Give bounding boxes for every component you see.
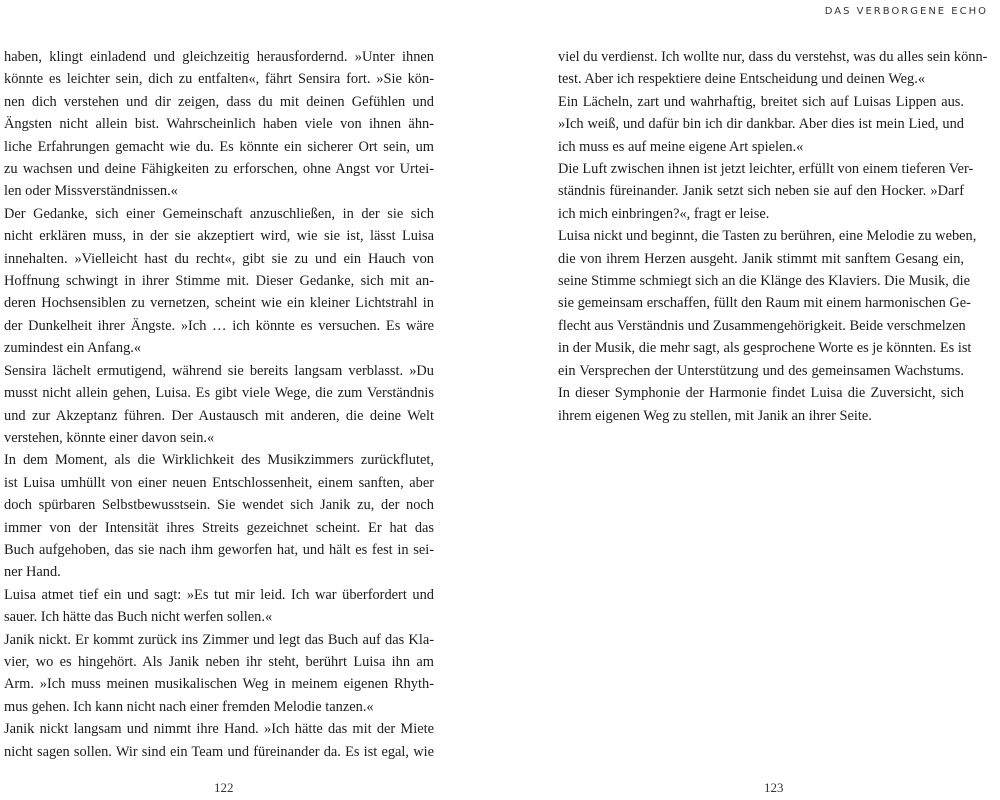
page-number-right: 123 [764, 780, 784, 795]
text-line: Luisa nickt und beginnt, die Tasten zu berühren, eine Melodie zu weben, [558, 228, 977, 245]
text-line: ich mich einbringen?«, fragt er leise. [558, 205, 770, 222]
text-line: ist Luisa umhüllt von einer neuen Entschlossenheit, einem sanften, aber [4, 474, 434, 491]
text-line: Die Luft zwischen ihnen ist jetzt leichter, erfüllt von einem tieferen Ver- [558, 161, 974, 178]
text-line: sie gemeinsam erschaffen, füllt den Raum mit einem harmonischen Ge- [558, 295, 971, 312]
text-line: und zur Akzeptanz führen. Der Austausch mit anderen, die deine Welt [4, 407, 434, 424]
text-line: Buch aufgehoben, das sie nach ihm geworfen hat, und hält es fest in sei- [4, 541, 434, 558]
text-line: len oder Missverständnissen.« [4, 183, 178, 200]
text-line: nicht sagen sollen. Wir sind ein Team und füreinander da. Es ist egal, wie [4, 743, 434, 760]
text-line: nicht erklären muss, in der sie akzeptiert wird, wie sie ist, lässt Luisa [4, 228, 434, 245]
text-line: Der Gedanke, sich einer Gemeinschaft anzuschließen, in der sie sich [4, 205, 434, 222]
text-line: zumindest ein Anfang.« [4, 340, 142, 357]
right-page-body [558, 46, 988, 427]
text-line: In dieser Symphonie der Harmonie findet Luisa die Zuversicht, sich [558, 385, 964, 402]
text-line: mus gehen. Ich kann nicht nach einer fremden Melodie tanzen.« [4, 698, 374, 715]
text-line: zu wachsen und deine Fähigkeiten zu erforschen, ohne Angst vor Urtei- [4, 161, 434, 178]
left-page-body [4, 46, 434, 763]
running-head: DAS VERBORGENE ECHO [824, 6, 988, 17]
text-line: der Dunkelheit ihrer Ängste. »Ich … ich könnte es versuchen. Es wäre [4, 317, 434, 334]
text-line: viel du verdienst. Ich wollte nur, dass du verstehst, was du alles sein könn- [558, 49, 988, 65]
text-line: sauer. Ich hätte das Buch nicht werfen sollen.« [4, 609, 273, 626]
text-line: vier, wo es hingehört. Als Janik neben ihr steht, berührt Luisa ihn am [4, 653, 434, 670]
text-line: doch spürbaren Selbstbewusstsein. Sie wendet sich Janik zu, der noch [4, 497, 434, 514]
text-line: test. Aber ich respektiere deine Entscheidung und deinen Weg.« [558, 71, 926, 88]
text-line: ner Hand. [4, 564, 61, 581]
text-line: liche Erfahrungen gemacht wie du. Es könnte ein sicherer Ort sein, um [4, 138, 434, 155]
text-line: seine Stimme schmiegt sich an die Klänge des Klaviers. Die Musik, die [558, 273, 971, 290]
text-line: musst nicht allein gehen, Luisa. Es gibt viele Wege, die zum Verständnis [4, 385, 434, 402]
text-line: Hoffnung schwingt in ihrer Stimme mit. Dieser Gedanke, sich mit an- [4, 273, 434, 290]
text-line: Arm. »Ich muss meinen musikalischen Weg in meinem eigenen Rhyth- [4, 676, 434, 693]
text-line: Ein Lächeln, zart und wahrhaftig, breitet sich auf Luisas Lippen aus. [558, 93, 964, 110]
text-line: »Ich weiß, und dafür bin ich dir dankbar. Aber dies ist mein Lied, und [558, 116, 964, 133]
text-line: ein Versprechen der Unterstützung und des gemeinsamen Wachstums. [558, 362, 964, 379]
text-line: nen dich verstehen und dir zeigen, dass du mit deinen Gefühlen und [4, 93, 434, 110]
text-line: ihrem eigenen Weg zu stellen, mit Janik an ihrer Seite. [558, 407, 872, 424]
text-line: ständnis füreinander. Janik setzt sich neben sie auf den Hocker. »Darf [558, 183, 964, 200]
text-line: haben, klingt einladend und gleichzeitig herausfordernd. »Unter ihnen [4, 49, 434, 65]
text-line: flecht aus Verständnis und Zusammengehörigkeit. Beide verschmelzen [558, 317, 966, 334]
text-line: Ängsten nicht allein bist. Wahrscheinlich haben viele von ihnen ähn- [4, 116, 434, 133]
text-line: könnte es leichter sein, dich zu entfalten«, fährt Sensira fort. »Sie kön- [4, 71, 434, 88]
text-line: innehalten. »Vielleicht hast du recht«, gibt sie zu und ein Hauch von [4, 250, 434, 267]
text-line: Janik nickt. Er kommt zurück ins Zimmer und legt das Buch auf das Kla- [4, 631, 434, 648]
text-line: ich muss es auf meine eigene Art spielen.« [558, 138, 804, 155]
page-number-left: 122 [214, 780, 234, 795]
text-line: Sensira lächelt ermutigend, während sie bereits langsam verblasst. »Du [4, 362, 434, 379]
text-line: In dem Moment, als die Wirklichkeit des Musikzimmers zurückflutet, [4, 452, 434, 469]
text-line: Janik nickt langsam und nimmt ihre Hand. »Ich hätte das mit der Miete [4, 721, 434, 738]
text-line: Luisa atmet tief ein und sagt: »Es tut mir leid. Ich war überfordert und [4, 586, 434, 603]
text-line: immer von der Intensität ihres Streits gezeichnet scheint. Er hat das [4, 519, 434, 536]
text-line: die von ihrem Herzen ausgeht. Janik stimmt mit sanftem Gesang ein, [558, 250, 964, 267]
text-line: deren Hochsensiblen zu vernetzen, scheint wie ein kleiner Lichtstrahl in [4, 295, 434, 312]
text-line: verstehen, könnte einer davon sein.« [4, 429, 215, 446]
text-line: in der Musik, die mehr sagt, als gesprochene Worte es je könnten. Es ist [558, 340, 972, 357]
